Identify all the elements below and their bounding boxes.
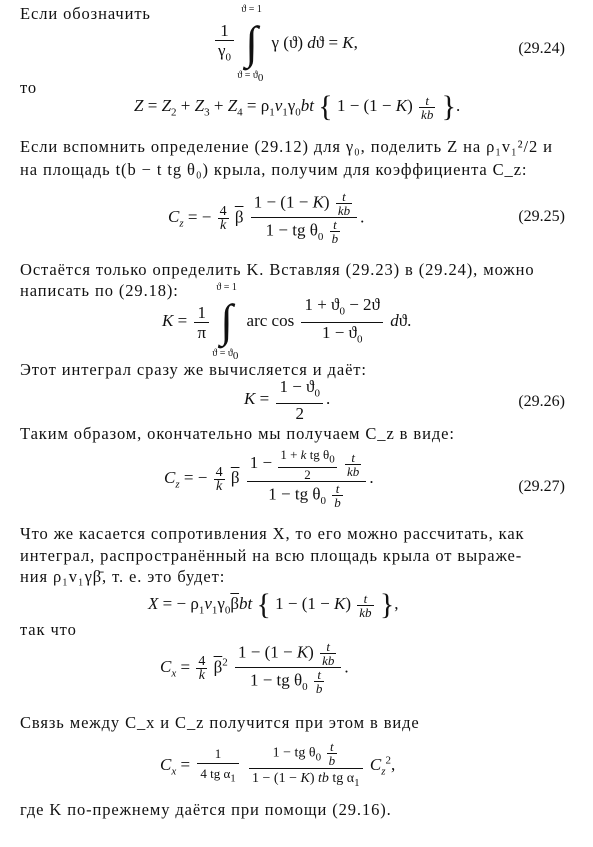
text-line-8: Таким образом, окончательно мы получаем C_z в виде: <box>20 424 455 443</box>
text-line-14: где K по-прежнему даётся при помощи (29.16). <box>20 800 392 819</box>
text-line-5: Остаётся только определить K. Вставляя (29.23) в (29.24), можно <box>20 260 535 279</box>
equation-z: $Z = Z_2 + Z_3 + Z_4 = \rho_1v_1\gamma_0bt$ { 1 − (1 − K) $\frac{t}{kb}$ }. <box>134 90 461 123</box>
text-line-3: Если вспомнить определение (29.12) для γ₀, поделить Z на ρ₁v₁²/2 и <box>20 137 553 156</box>
equation-29-24: $\frac{1}{\gamma_0}$ ϑ = 1 ∫ $ϑ = ϑ_0$ γ (ϑ) dϑ = K, <box>212 14 358 74</box>
text-line-12: так что <box>20 620 77 639</box>
text-line-11: ния ρ₁v₁γβ̄, т. е. это будет: <box>20 567 226 586</box>
text-line-2: то <box>20 78 38 97</box>
text-line-10: интеграл, распространённый на всю площадь крыла от выраже- <box>20 546 523 565</box>
text-line-4: на площадь t(b − t tg θ₀) крыла, получим для коэффициента C_z: <box>20 160 528 179</box>
equation-number-29-24: (29.24) <box>518 40 565 57</box>
equation-number-29-25: (29.25) <box>518 208 565 225</box>
text-line-13: Связь между C_x и C_z получится при этом в виде <box>20 713 420 732</box>
equation-x: X = − $\rho_1v_1\gamma_0\overline{\beta}bt$ { 1 − (1 − K) $\frac{t}{kb}$ }, <box>148 588 399 621</box>
equation-cx: $C_x$ = $\frac{4}{k}$ $\overline{\beta}^2$ 1 − (1 − K) $\frac{t}{kb}$ 1 − tg $\theta_0$ $\frac{t}{b}$ . <box>160 639 349 696</box>
equation-29-26: K = $\frac{1 - ϑ_0}{2}$ . <box>244 377 331 424</box>
equation-k-integral: K = $\frac{1}{\pi}$ ϑ = 1 ∫ $ϑ = ϑ_0$ arc cos $\frac{1 + ϑ_0 - 2ϑ}{1 - ϑ_0}$ dϑ. <box>162 282 412 362</box>
equation-number-29-27: (29.27) <box>518 478 565 495</box>
equation-number-29-26: (29.26) <box>518 393 565 410</box>
text-line-6: написать по (29.18): <box>20 281 179 300</box>
text-line-1: Если обозначить <box>20 4 151 23</box>
text-line-7: Этот интеграл сразу же вычисляется и даёт: <box>20 360 367 379</box>
text-line-9: Что же касается сопротивления X, то его можно рассчитать, как <box>20 524 525 543</box>
equation-29-27: $C_z$ = − $\frac{4}{k}$ $\overline{\beta}$ 1 − $\frac{1 + k tg \theta_0}{2}$ $\frac{t}{kb}$ 1 − tg $\theta_0$ $\frac{t}{b}$ . <box>164 447 374 510</box>
equation-29-25: $C_z$ = − $\frac{4}{k}$ $\overline{\beta}$ 1 − (1 − K) $\frac{t}{kb}$ 1 − tg $\theta_0$ $\frac{t}{b}$ . <box>168 189 365 246</box>
equation-cx-cz: $C_x$ = $\frac{1}{4 tg \alpha_1}$ 1 − tg $\theta_0$ $\frac{t}{b}$ 1 − (1 − K) tb tg $\alpha_1$ $C_z^2$, <box>160 739 396 789</box>
